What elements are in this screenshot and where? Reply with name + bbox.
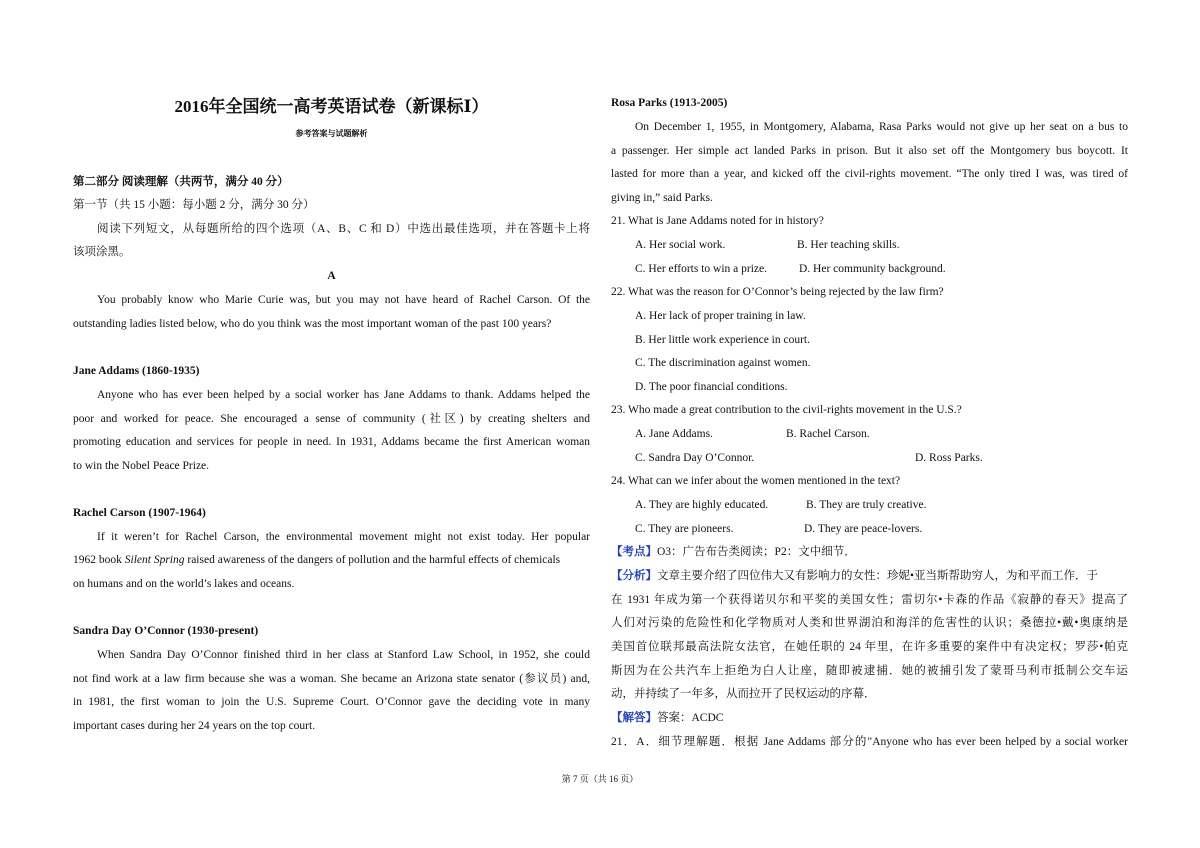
paragraph-line: promoting education and services for people in need. In 1931, Addams became the first American woman (73, 436, 590, 448)
analysis-line: 斯因为在公共汽车上拒绝为白人让座，随即被逮捕．她的被捕引发了蒙哥马利市抵制公交车运 (611, 665, 1128, 677)
answer-explanation-line: 21．A．细节理解题．根据 Jane Addams 部分的"Anyone who has ever been helped by a social worker (611, 736, 1128, 748)
paragraph-line: in 1981, the first woman to join the U.S. Supreme Court. O’Connor gave the deciding vote in many (73, 696, 590, 708)
paragraph-line: on humans and on the world’s lakes and oceans. (73, 578, 295, 590)
paragraph-line: On December 1, 1955, in Montgomery, Alabama, Rasa Parks would not give up her seat on a bus to (635, 121, 1128, 133)
book-title: Silent Spring (124, 554, 185, 566)
option-c: C. Her efforts to win a prize. (635, 263, 767, 275)
fenxi-line (611, 569, 1128, 583)
instruction-line: 阅读下列短文，从每题所给的四个选项（A、B、C 和 D）中选出最佳选项，并在答题卡上将 (97, 223, 590, 235)
option-a: A. They are highly educated. (635, 499, 769, 511)
page-subtitle: 参考答案与试题解析 (295, 129, 368, 138)
option-d: D. They are peace-lovers. (804, 523, 923, 535)
paragraph-line: When Sandra Day O’Connor finished third in her class at Stanford Law School, in 1952, she could (97, 649, 590, 661)
question-22: 22. What was the reason for O’Connor’s being rejected by the law firm? (611, 286, 944, 298)
option-a: A. Her social work. (635, 239, 726, 251)
option-line (611, 262, 1152, 276)
paragraph-line: poor and worked for peace. She encouraged a sense of community (社区) by creating shelters and (73, 413, 590, 425)
option-b: B. Her little work experience in court. (635, 334, 810, 346)
option-c: C. Sandra Day O’Connor. (635, 452, 755, 464)
option-b: B. They are truly creative. (806, 499, 927, 511)
section-heading: 第一节（共 15 小题：每小题 2 分，满分 30 分） (73, 199, 315, 211)
passage-label: A (327, 270, 336, 282)
paragraph-line: a passenger. Her simple act landed Parks in prison. But it also set off the Montgomery bus boycott. It (611, 145, 1128, 157)
jieda-label: 【解答】 (611, 712, 657, 724)
option-a: A. Her lack of proper training in law. (635, 310, 806, 322)
option-c: C. The discrimination against women. (635, 357, 811, 369)
question-21: 21. What is Jane Addams noted for in history? (611, 215, 824, 227)
kaodian-label: 【考点】 (611, 546, 657, 558)
question-24: 24. What can we infer about the women mentioned in the text? (611, 475, 901, 487)
paragraph-line: giving in,” said Parks. (611, 192, 713, 204)
option-line (611, 427, 1152, 441)
instruction-line: 该项涂黑。 (73, 246, 131, 258)
jieda-line (611, 711, 1128, 725)
analysis-line: 动，并持续了一年多，从而拉开了民权运动的序幕． (611, 688, 876, 700)
passage-intro-line: outstanding ladies listed below, who do you think was the most important woman of the past 100 years? (73, 318, 552, 330)
paragraph-line (73, 553, 590, 567)
paragraph-line: lasted for more than a year, and kicked off the civil-rights movement. “The only tired I was, was tired of (611, 168, 1128, 180)
jieda-text: 答案：ACDC (657, 712, 724, 724)
part-heading: 第二部分 阅读理解（共两节，满分 40 分） (73, 176, 289, 188)
fenxi-label: 【分析】 (611, 570, 657, 582)
paragraph-line: important cases during her 24 years on the top court. (73, 720, 316, 732)
fenxi-text: 文章主要介绍了四位伟大又有影响力的女性：珍妮•亚当斯帮助穷人，为和平而工作．于 (657, 570, 1099, 582)
paragraph-line: to win the Nobel Peace Prize. (73, 460, 210, 472)
paragraph-line: not find work at a law firm because she was a woman. She became an Arizona state senator (参议员) and, (73, 673, 590, 685)
page-title: 2016年全国统一高考英语试卷（新课标Ⅰ） (174, 97, 489, 116)
section-heading-parks: Rosa Parks (1913-2005) (611, 97, 728, 109)
text-run: 1962 book (73, 554, 125, 566)
option-a: A. Jane Addams. (635, 428, 713, 440)
question-23: 23. Who made a great contribution to the civil-rights movement in the U.S.? (611, 404, 962, 416)
kaodian-text: O3：广告布告类阅读；P2：文中细节． (657, 546, 856, 558)
option-c: C. They are pioneers. (635, 523, 734, 535)
option-d: D. Ross Parks. (915, 452, 983, 464)
paragraph-line: Anyone who has ever been helped by a social worker has Jane Addams to thank. Addams helped the (97, 389, 590, 401)
option-b: B. Rachel Carson. (786, 428, 870, 440)
text-run: raised awareness of the dangers of pollution and the harmful effects of chemicals (184, 554, 561, 566)
option-d: D. Her community background. (799, 263, 946, 275)
section-heading-addams: Jane Addams (1860-1935) (73, 365, 200, 377)
option-line (611, 498, 1152, 512)
passage-intro-line: You probably know who Marie Curie was, but you may not have heard of Rachel Carson. Of the (97, 294, 590, 306)
section-heading-carson: Rachel Carson (1907-1964) (73, 507, 206, 519)
section-heading-oconnor: Sandra Day O’Connor (1930-present) (73, 625, 259, 637)
paragraph-line: If it weren’t for Rachel Carson, the environmental movement might not exist today. Her popular (97, 531, 590, 543)
option-line (611, 238, 1152, 252)
analysis-line: 人们对污染的危险性和化学物质对人类和世界湖泊和海洋的危害性的认识；桑德拉•戴•奥康纳是 (611, 617, 1128, 629)
analysis-line: 美国首位联邦最高法院女法官，在她任职的 24 年里，在许多重要的案件中有决定权；罗莎•帕克 (611, 641, 1128, 653)
option-d: D. The poor financial conditions. (635, 381, 788, 393)
option-line (611, 522, 1152, 536)
page-footer: 第 7 页（共 16 页） (561, 774, 639, 784)
kaodian-line (611, 545, 1128, 559)
option-line (611, 451, 1152, 465)
analysis-line: 在 1931 年成为第一个获得诺贝尔和平奖的美国女性；雷切尔•卡森的作品《寂静的春天》提高了 (611, 594, 1128, 606)
option-b: B. Her teaching skills. (797, 239, 900, 251)
